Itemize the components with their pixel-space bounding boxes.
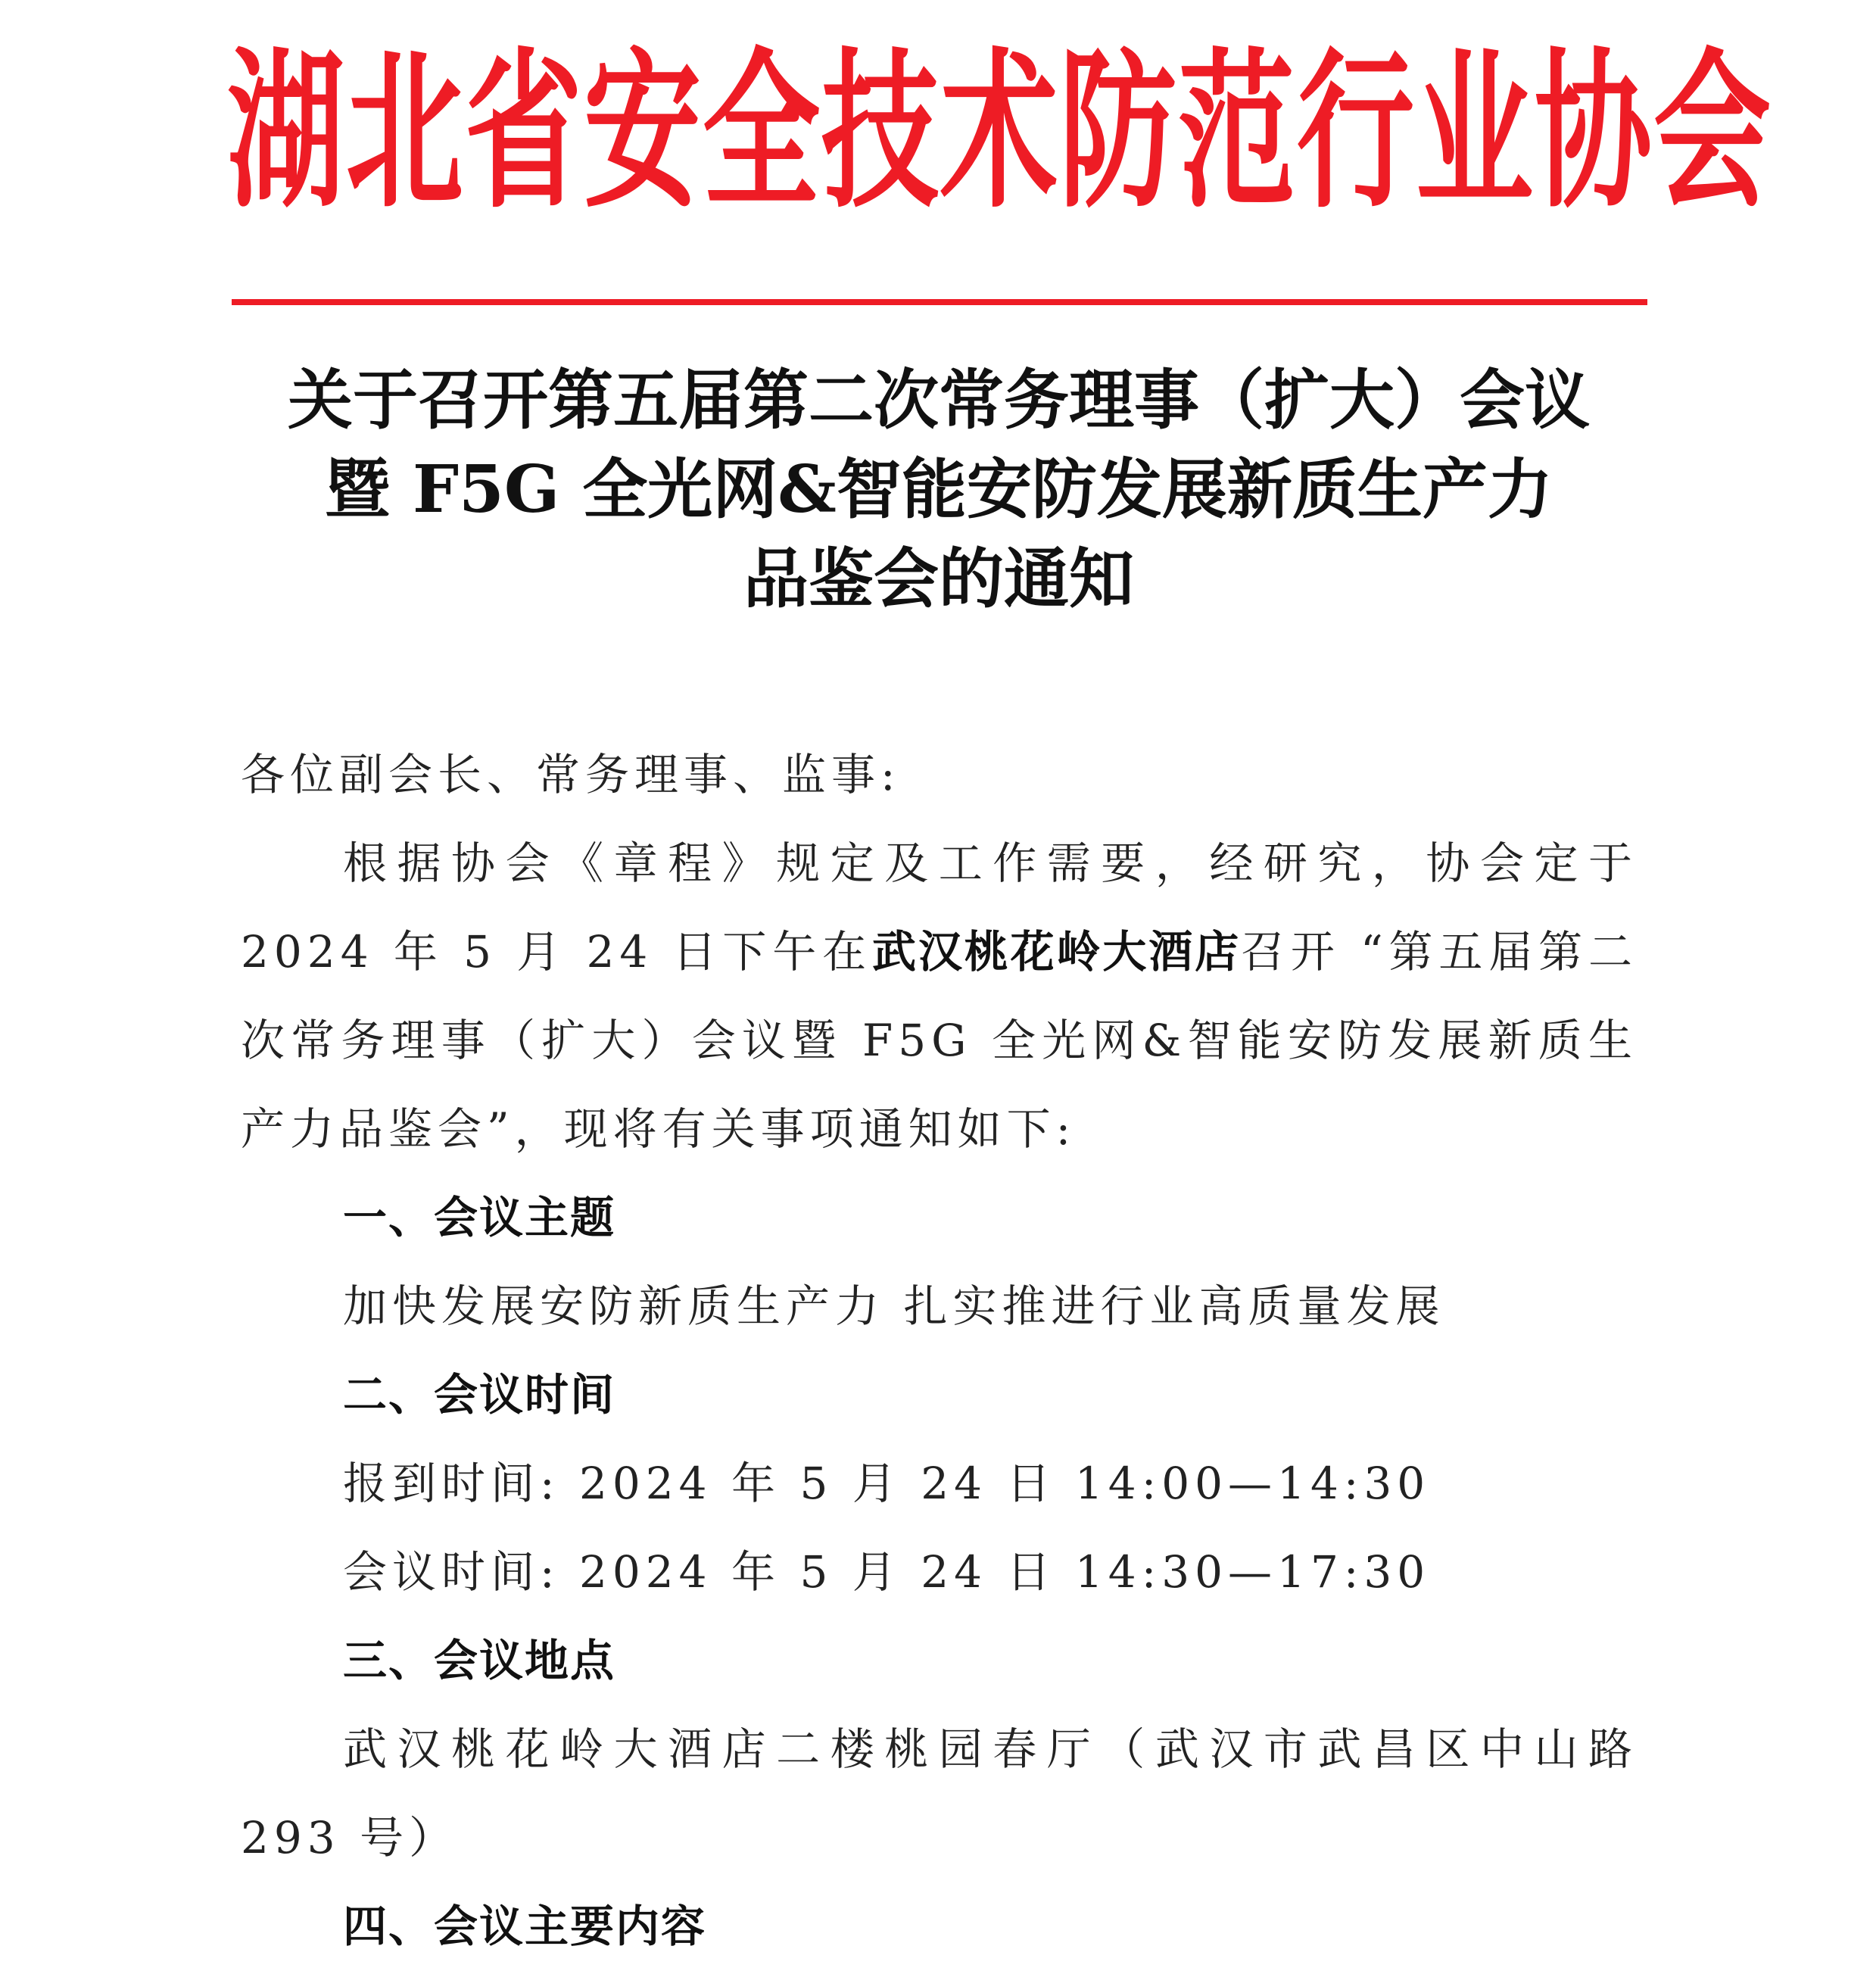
salutation: 各位副会长、常务理事、监事: bbox=[241, 749, 901, 800]
section-heading-content: 四、会议主要内容 bbox=[343, 1901, 707, 1952]
meeting-location: 武汉桃花岭大酒店二楼桃园春厅（武汉市武昌区中山路 293 号） bbox=[241, 1723, 1638, 1863]
registration-time: 报到时间: 2024 年 5 月 24 日 14:00—14:30 bbox=[343, 1458, 1431, 1509]
section-heading-time: 二、会议时间 bbox=[343, 1369, 616, 1421]
document-title bbox=[227, 356, 1650, 624]
section-heading-theme: 一、会议主题 bbox=[343, 1192, 616, 1243]
organization-letterhead: 湖北省安全技术防范行业协会 bbox=[227, 33, 1772, 232]
intro-venue: 武汉桃花岭大酒店 bbox=[872, 926, 1241, 978]
section-heading-location: 三、会议地点 bbox=[343, 1635, 616, 1686]
title-line-2: 暨 F5G 全光网&智能安防发展新质生产力 bbox=[325, 451, 1553, 528]
meeting-time: 会议时间: 2024 年 5 月 24 日 14:30—17:30 bbox=[343, 1546, 1431, 1598]
letterhead-divider-line bbox=[232, 299, 1647, 305]
intro-text-part1: 根据协会《章程》规定及工作需要，经研究，协会定于 2024 年 5 月 24 日下午在 bbox=[241, 837, 1638, 978]
intro-paragraph bbox=[241, 819, 1638, 1174]
intro-text-part2: 召开 “第五届第二次常务理事（扩大）会议暨 F5G 全光网&智能安防发展新质生产力品鉴会”，现将有关事项通知如下: bbox=[241, 926, 1638, 1155]
meeting-theme: 加快发展安防新质生产力 扎实推进行业高质量发展 bbox=[343, 1280, 1445, 1332]
document-body bbox=[241, 731, 1638, 1971]
title-line-3: 品鉴会的通知 bbox=[743, 541, 1134, 617]
title-line-1: 关于召开第五届第二次常务理事（扩大）会议 bbox=[288, 362, 1590, 438]
